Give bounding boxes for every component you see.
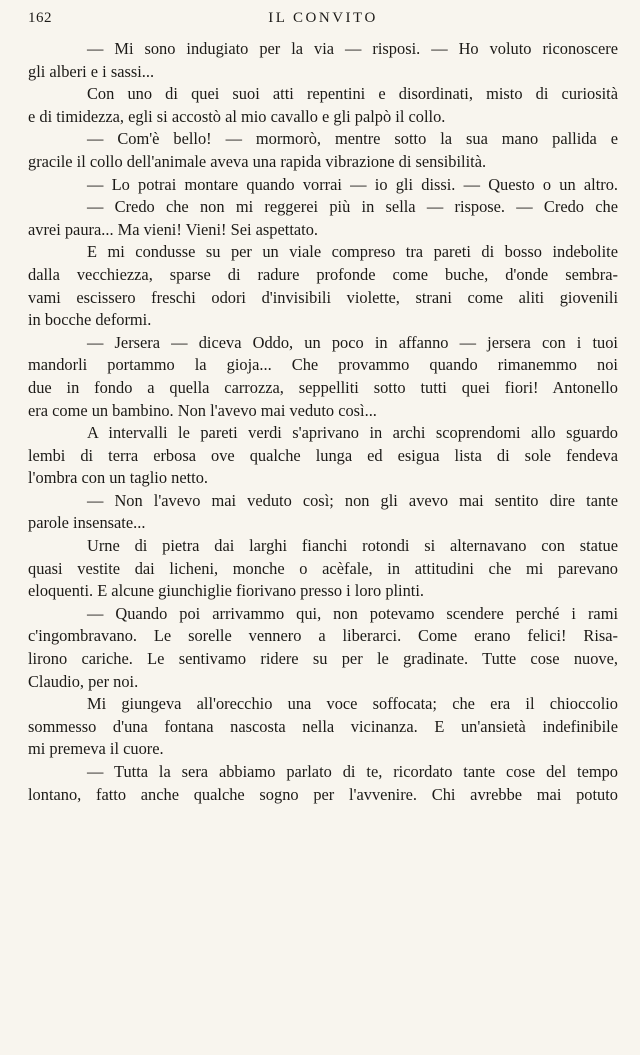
text-line: E mi condusse su per un viale compreso tra pareti di bosso indebolite: [87, 242, 618, 262]
text-line: due in fondo a quella carrozza, seppelliti sotto tutti quei fiori! Antonello: [28, 377, 618, 397]
text-line: eloquenti. E alcune giunchiglie fiorivano presso i loro plinti.: [28, 581, 425, 601]
text-line: mi premeva il cuore.: [28, 739, 164, 759]
text-line: Con uno di quei suoi atti repentini e disordinati, misto di curiosità: [87, 84, 618, 104]
text-line: — Lo potrai montare quando vorrai — io gli dissi. — Questo o un altro.: [87, 174, 618, 194]
page-header: [28, 10, 618, 30]
text-line: Urne di pietra dai larghi fianchi rotondi si alternavano con statue: [87, 536, 618, 556]
text-line: lirono cariche. Le sentivamo ridere su per le gradinate. Tutte cose nuove,: [28, 649, 618, 669]
text-line: Claudio, per noi.: [28, 671, 139, 691]
text-line: sommesso d'una fontana nascosta nella vicinanza. E un'ansietà indefinibile: [28, 716, 618, 736]
text-line: — Jersera — diceva Oddo, un poco in affanno — jersera con i tuoi: [87, 332, 618, 352]
page-number: 162: [28, 10, 52, 26]
text-line: mandorli portammo la gioja... Che provammo quando rimanemmo noi: [28, 355, 618, 375]
text-line: lembi di terra erbosa ove qualche lunga ed esigua lista di sole fendeva: [28, 445, 618, 465]
text-line: l'ombra con un taglio netto.: [28, 468, 209, 488]
text-line: avrei paura... Ma vieni! Vieni! Sei aspettato.: [28, 219, 319, 239]
text-line: vami escissero freschi odori d'invisibili violette, strani come aliti giovenili: [28, 287, 618, 307]
text-line: Mi giungeva all'orecchio una voce soffocata; che era il chioccolio: [87, 694, 618, 714]
text-line: gli alberi e i sassi...: [28, 61, 155, 81]
text-line: — Mi sono indugiato per la via — risposi. — Ho voluto riconoscere: [87, 39, 618, 58]
text-line: c'ingombravano. Le sorelle vennero a liberarci. Come erano felici! Risa-: [28, 626, 618, 646]
text-line: — Non l'avevo mai veduto così; non gli avevo mai sentito dire tante: [87, 490, 618, 510]
text-line: dalla vecchiezza, sparse di radure profonde come buche, d'onde sembra-: [28, 264, 618, 284]
text-line: era come un bambino. Non l'avevo mai veduto così...: [28, 400, 377, 420]
text-line: lontano, fatto anche qualche sogno per l'avvenire. Chi avrebbe mai potuto: [28, 784, 618, 804]
text-line: in bocche deformi.: [28, 310, 152, 330]
text-line: — Credo che non mi reggerei più in sella — rispose. — Credo che: [87, 197, 618, 217]
text-line: — Quando poi arrivammo qui, non potevamo scendere perché i rami: [87, 603, 618, 623]
text-line: e di timidezza, egli si accostò al mio cavallo e gli palpò il collo.: [28, 106, 446, 126]
text-line: quasi vestite dai licheni, monche o acèfale, in attitudini che mi parevano: [28, 558, 618, 578]
running-title: IL CONVITO: [268, 10, 378, 26]
text-line: parole insensate...: [28, 513, 146, 533]
text-line: A intervalli le pareti verdi s'aprivano in archi scoprendomi allo sguardo: [87, 423, 618, 443]
text-line: — Com'è bello! — mormorò, mentre sotto la sua mano pallida e: [87, 129, 618, 149]
body-text: [28, 38, 618, 806]
text-line: gracile il collo dell'animale aveva una rapida vibrazione di sensibilità.: [28, 151, 487, 171]
text-line: — Tutta la sera abbiamo parlato di te, ricordato tante cose del tempo: [87, 762, 618, 781]
